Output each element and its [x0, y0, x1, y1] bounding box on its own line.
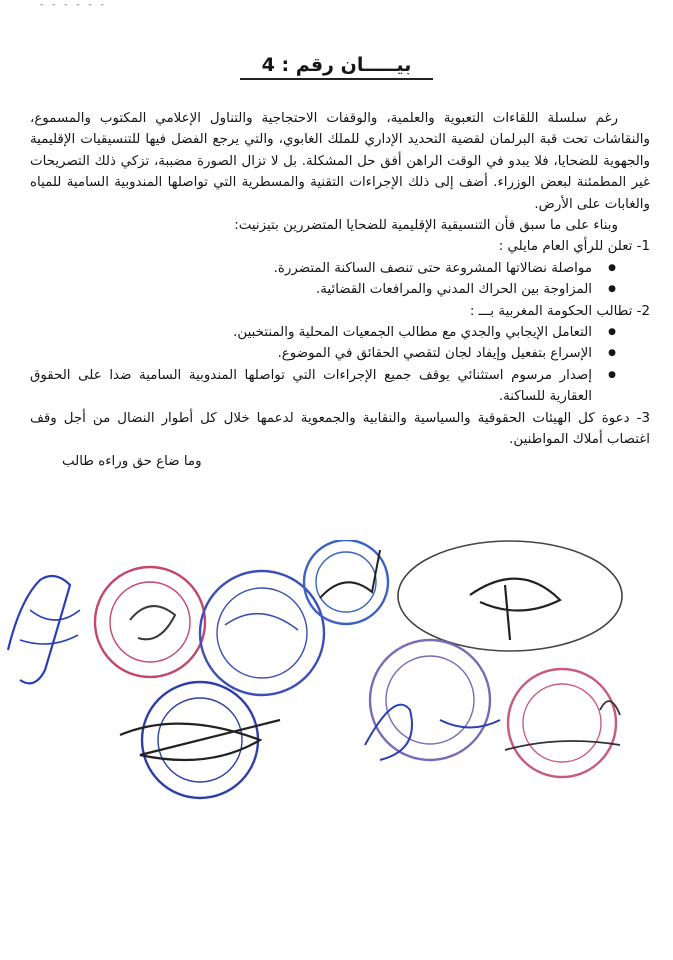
list-item: ● التعامل الإيجابي والجدي مع مطالب الجمعيات المحلية والمنتخبين. — [30, 322, 592, 343]
stamp-blue-handwritten — [8, 576, 80, 683]
list-item: ● المزاوجة بين الحراك المدني والمرافعات القضائية. — [30, 279, 592, 300]
section-1-heading: 1- تعلن للرأي العام مايلي : — [498, 239, 650, 255]
title-text: بيـــــان رقم : 4 — [240, 54, 434, 80]
list-item: ● إصدار مرسوم استثنائي يوقف جميع الإجراءات التي تواصلها المندوبية السامية ضدا على الحقوق العقارية للساكنة. — [30, 365, 592, 408]
intro-paragraph: رغم سلسلة اللقاءات التعبوية والعلمية، والوقفات الاحتجاجية والتناول الإعلامي المكتوب والمسموع، والنقاشات تحت قبة البرلمان لقضية التحديد الإداري للملك الغابوي، والتي يرجع الفضل فيها للتنسيقيات الإقليمية والجهوية للضحايا، فلا يبدو في الوقت الراهن أفق حل المشكلة. بل لا تزال الصورة مضببة، تزكي ذلك التصريحات غير المطمئنة لبعض الوزراء. أضف إلى ذلك الإجراءات التقنية والمسطرية التي تواصلها المندوبية السامية للمياه والغابات على الأرض. — [30, 111, 650, 212]
stamp-black-oval — [398, 541, 622, 651]
section-3-paragraph: 3- دعوة كل الهيئات الحقوقية والسياسية والنقابية والجمعوية لدعمها خلال كل أطوار النضال من أجل وقف اغتصاب أملاك المواطنين. — [30, 410, 650, 448]
stamp-red-round-1 — [95, 567, 205, 677]
stamp-purple-round — [365, 640, 500, 760]
basis-paragraph: وبناء على ما سبق فأن التنسيقية الإقليمية للضحايا المتضررين بتيزنيت: — [234, 218, 618, 234]
stamp-pink-round — [505, 669, 620, 777]
list-item: ● الإسراع بتفعيل وإيفاد لجان لتقصي الحقائق في الموضوع. — [30, 343, 592, 364]
list-item: ● مواصلة نضالاتها المشروعة حتى تنصف الساكنة المتضررة. — [30, 258, 592, 279]
stamp-blue-round-2 — [304, 540, 388, 624]
section-2-list — [30, 322, 650, 408]
top-marks: - - - - - - — [40, 0, 107, 10]
statement-body — [30, 108, 650, 472]
stamps-and-signatures — [0, 540, 673, 820]
closing-phrase: وما ضاع حق وراءه طالب — [62, 453, 202, 469]
stamp-blue-round-3 — [120, 682, 280, 798]
document-title — [0, 54, 673, 76]
section-1-list — [30, 258, 650, 301]
section-2-heading: 2- تطالب الحكومة المغربية بـــ : — [469, 303, 650, 319]
